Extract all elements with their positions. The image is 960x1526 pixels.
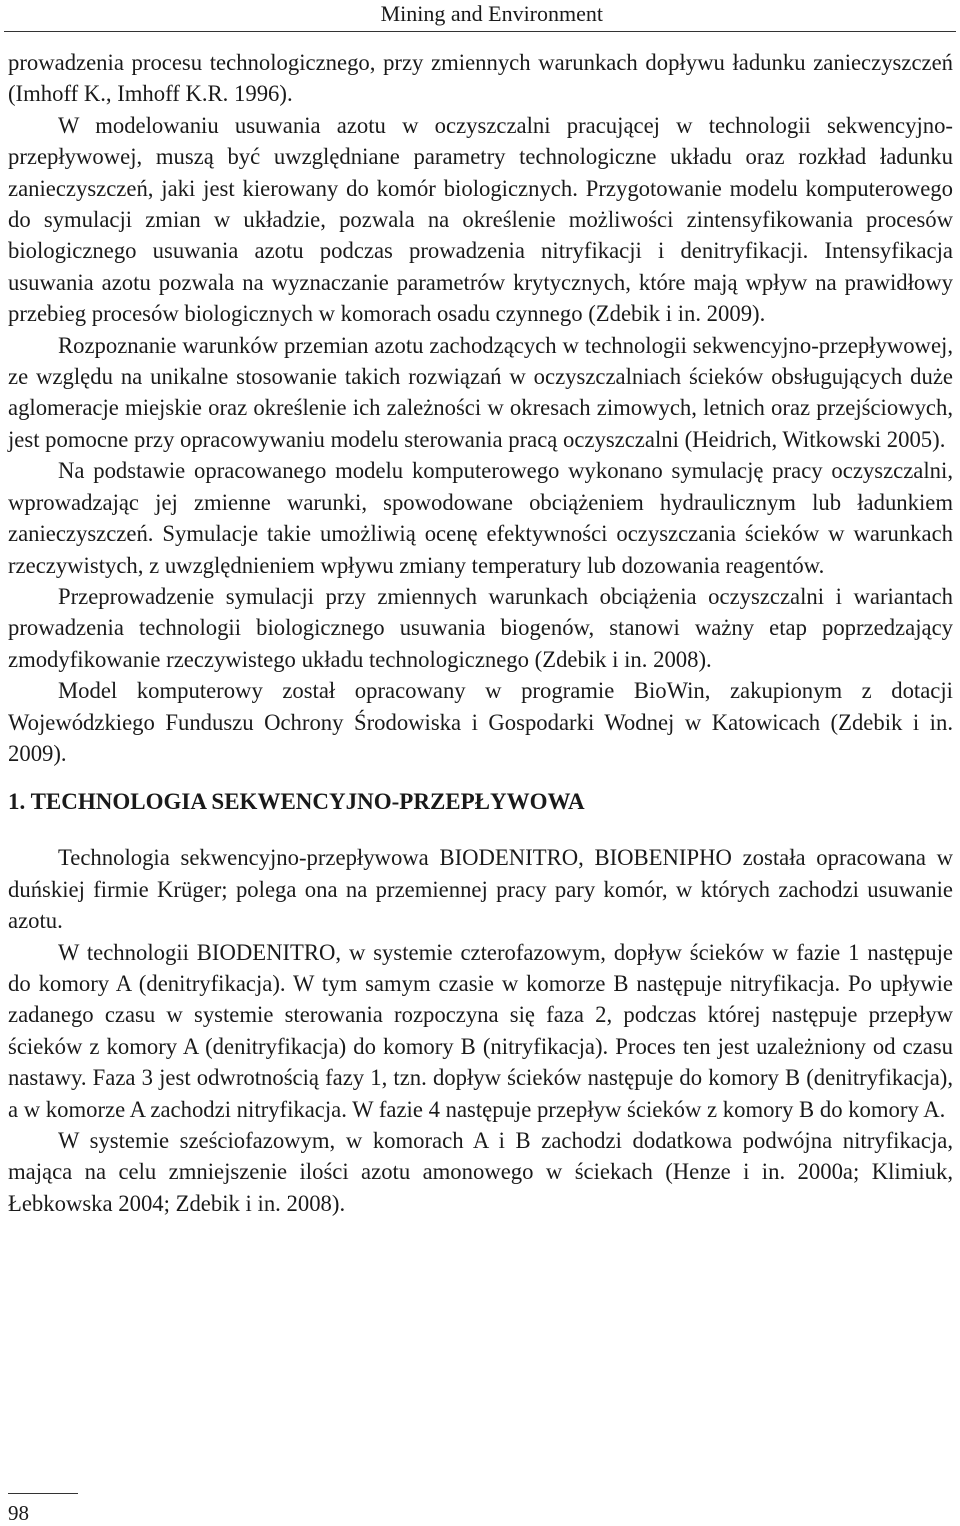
running-title: Mining and Environment	[380, 1, 603, 26]
page-number: 98	[8, 1501, 29, 1525]
paragraph: Model komputerowy został opracowany w programie BioWin, zakupionym z dotacji Wojewódzkiego Funduszu Ochrony Środowiska i Gospodarki Wodnej w Katowicach (Zdebik i in. 2009).	[8, 678, 953, 766]
paragraph: W technologii BIODENITRO, w systemie czterofazowym, dopływ ścieków w fazie 1 następuje do komory A (denitryfikacja). W tym samym czasie w komorze B następuje nitryfikacja. Po upływie zadanego czasu w systemie sterowania rozpoczyna się faza 2, podczas której następuje przepływ ścieków z komory A (denitryfikacja) do komory B (nitryfikacja). Proces ten jest uzależniony od czasu nastawy. Faza 3 jest odwrotnością fazy 1, tzn. dopływ ścieków następuje do komory B (denitryfikacja), a w komorze A zachodzi nitryfikacja. W fazie 4 następuje przepływ ścieków z komory B do komory A.	[8, 939, 953, 1122]
paragraph-continuation: prowadzenia procesu technologicznego, przy zmiennych warunkach dopływu ładunku zanieczyszczeń (Imhoff K., Imhoff K.R. 1996).	[8, 50, 953, 107]
running-header	[0, 0, 960, 34]
footer-divider	[8, 1493, 78, 1494]
paragraph: W modelowaniu usuwania azotu w oczyszczalni pracującej w technologii sekwencyjno-przepływowej, muszą być uwzględniane parametry technologiczne układu oraz rozkład ładunku zanieczyszczeń, jaki jest kierowany do komór biologicznych. Przygotowanie modelu komputerowego do symulacji zmian w układzie, pozwala na określenie możliwości zintensyfikowania procesów biologicznego usuwania azotu podczas prowadzenia nitryfikacji i denitryfikacji. Intensyfikacja usuwania azotu pozwala na wyznaczanie parametrów krytycznych, które mają wpływ na prawidłowy przebieg procesów biologicznych w komorach osadu czynnego (Zdebik i in. 2009).	[8, 112, 953, 327]
paragraph: Przeprowadzenie symulacji przy zmiennych warunkach obciążenia oczyszczalni i wariantach prowadzenia technologii biologicznego usuwania biogenów, stanowi ważny etap poprzedzający zmodyfikowanie rzeczywistego układu technologicznego (Zdebik i in. 2008).	[8, 583, 953, 672]
article-body	[8, 47, 953, 1219]
section-heading: 1. TECHNOLOGIA SEKWENCYJNO-PRZEPŁYWOWA	[8, 789, 585, 815]
paragraph: Technologia sekwencyjno-przepływowa BIODENITRO, BIOBENIPHO została opracowana w duńskiej firmie Krüger; polega ona na przemiennej pracy pary komór, w których zachodzi usuwanie azotu.	[8, 845, 953, 934]
paragraph: Rozpoznanie warunków przemian azotu zachodzących w technologii sekwencyjno-przepływowej, ze względu na unikalne stosowanie takich rozwiązań w oczyszczalniach ścieków obsługujących duże aglomeracje miejskie oraz określenie ich zależności w okresach zimowych, letnich oraz przejściowych, jest pomocne przy opracowywaniu modelu sterowania pracą oczyszczalni (Heidrich, Witkowski 2005).	[8, 332, 953, 452]
paragraph: Na podstawie opracowanego modelu komputerowego wykonano symulację pracy oczyszczalni, wprowadzając jej zmienne warunki, spowodowane obciążeniem hydraulicznym lub ładunkiem zanieczyszczeń. Symulacje takie umożliwią ocenę efektywności oczyszczania ścieków w warunkach rzeczywistych, z uwzględnieniem wpływu zmiany temperatury lub dozowania reagentów.	[8, 458, 953, 578]
paragraph: W systemie sześciofazowym, w komorach A i B zachodzi dodatkowa podwójna nitryfikacja, mająca na celu zmniejszenie ilości azotu amonowego w ściekach (Henze i in. 2000a; Klimiuk, Łebkowska 2004; Zdebik i in. 2008).	[8, 1128, 953, 1216]
header-divider	[4, 31, 956, 32]
